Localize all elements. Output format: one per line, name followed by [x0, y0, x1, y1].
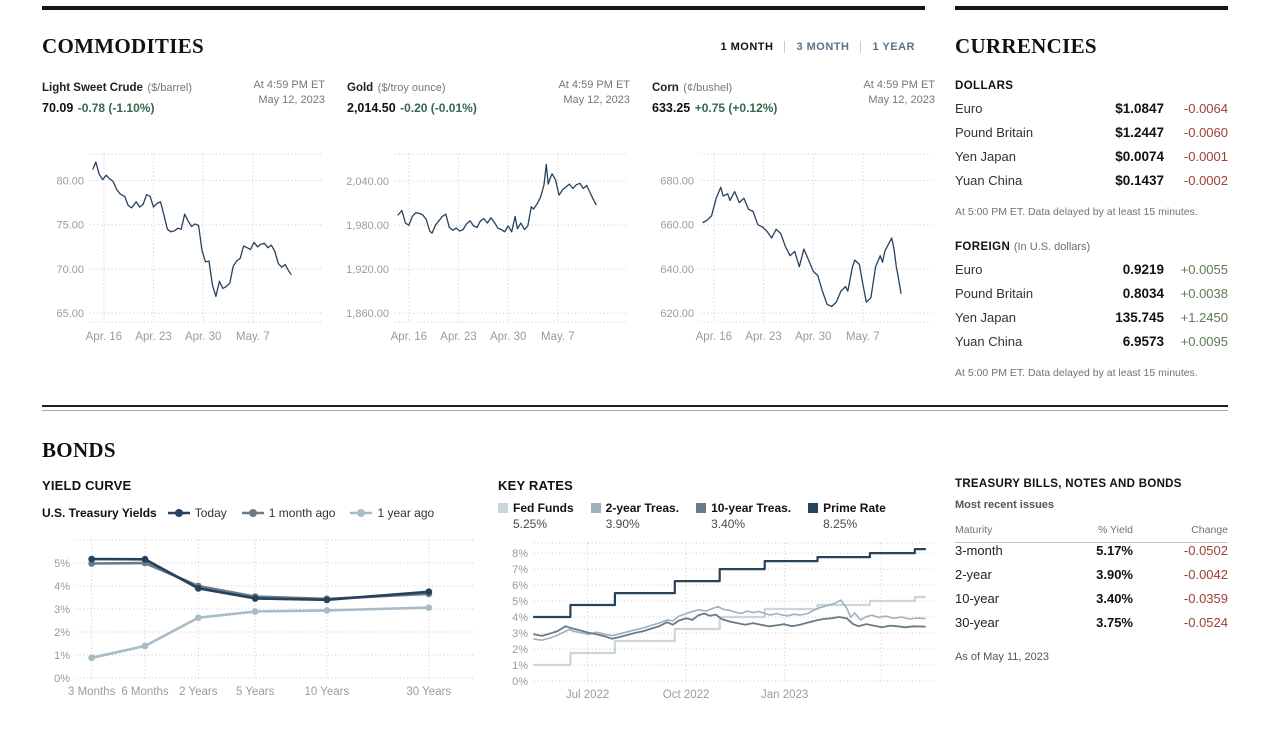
y-tick-label: 7% — [512, 564, 528, 577]
fx-row — [955, 101, 1228, 125]
fx-value: $1.0847 — [1115, 101, 1164, 116]
treasury-subheading: Most recent issues — [955, 499, 1055, 511]
commodity-unit: ($/troy ounce) — [377, 82, 446, 94]
fx-row — [955, 334, 1228, 358]
x-tick-label: 5 Years — [235, 686, 275, 698]
quote-time: At 4:59 PM ET — [558, 79, 630, 91]
fx-value: $0.1437 — [1115, 173, 1164, 188]
commodity-change: -0.78 (-1.10%) — [77, 101, 155, 115]
y-tick-label: 65.00 — [56, 308, 84, 321]
commodity-card-header — [42, 78, 325, 117]
y-tick-label: 1,980.00 — [347, 220, 389, 233]
quote-time: At 4:59 PM ET — [253, 79, 325, 91]
x-tick-label: Apr. 30 — [489, 331, 527, 343]
fx-value: 0.8034 — [1122, 286, 1164, 301]
yield-curve-legend — [42, 506, 474, 520]
legend-label: Prime Rate — [823, 501, 886, 515]
commodities-top-rule — [42, 6, 925, 10]
fx-name: Yuan China — [955, 173, 1023, 188]
y-tick-label: 8% — [512, 548, 528, 561]
y-tick-label: 4% — [512, 612, 528, 625]
x-tick-label: Apr. 23 — [440, 331, 477, 343]
fx-name: Yen Japan — [955, 310, 1016, 325]
fx-row — [955, 310, 1228, 334]
series-prime-rate — [534, 549, 925, 617]
point-one-year-ago — [195, 614, 202, 621]
fx-name: Pound Britain — [955, 286, 1034, 301]
maturity: 10-year — [955, 591, 1000, 606]
treasury-row — [955, 567, 1228, 591]
key-rates-chart — [498, 535, 935, 712]
legend-item-1-year-ago — [349, 506, 434, 520]
point-today — [142, 556, 149, 563]
gold-chart — [347, 147, 630, 354]
x-tick-label: Apr. 30 — [794, 331, 832, 343]
fx-change: +0.0095 — [1180, 334, 1228, 349]
legend-value: 3.40% — [711, 517, 746, 531]
y-tick-label: 1,860.00 — [347, 308, 389, 321]
corn-chart — [652, 147, 935, 354]
currencies-top-rule — [955, 6, 1228, 10]
key-rates-panel — [498, 478, 935, 712]
point-today — [323, 596, 330, 603]
fx-name: Euro — [955, 262, 983, 277]
change-value: -0.0359 — [1183, 591, 1228, 606]
legend-label: 1 month ago — [268, 506, 336, 520]
point-one-year-ago — [142, 643, 149, 650]
y-tick-label: 660.00 — [660, 219, 694, 232]
commodity-card-gold — [347, 78, 630, 354]
series-today — [92, 559, 429, 600]
commodity-change: +0.75 (+0.12%) — [694, 101, 778, 115]
treasury-column-headers — [955, 524, 1228, 543]
fx-row — [955, 173, 1228, 197]
x-tick-label: Apr. 16 — [695, 331, 733, 343]
series-gold-price — [398, 164, 596, 233]
treasury-note: As of May 11, 2023 — [955, 651, 1049, 663]
maturity: 2-year — [955, 567, 992, 582]
tab-3-month[interactable]: 3 MONTH — [784, 41, 849, 53]
tab-1-month[interactable]: 1 MONTH — [720, 41, 774, 53]
yield-curve-panel — [42, 478, 474, 709]
fx-change: -0.0002 — [1183, 173, 1228, 188]
quote-date: May 12, 2023 — [563, 94, 630, 106]
legend-value: 5.25% — [513, 517, 548, 531]
fx-value: 135.745 — [1115, 310, 1164, 325]
crude-svg — [42, 147, 325, 349]
change-value: -0.0042 — [1183, 567, 1228, 582]
legend-label: 10-year Treas. — [711, 501, 792, 515]
fx-value: 6.9573 — [1122, 334, 1164, 349]
commodity-name: Gold — [347, 82, 374, 94]
fx-name: Pound Britain — [955, 125, 1034, 140]
x-tick-label: 2 Years — [179, 686, 218, 698]
y-tick-label: 5% — [54, 558, 70, 570]
column-yield: % Yield — [1097, 524, 1133, 536]
corn-svg — [652, 147, 935, 349]
x-tick-label: Apr. 23 — [745, 331, 782, 343]
legend-value: 8.25% — [823, 517, 858, 531]
point-one-year-ago — [88, 654, 95, 661]
series-one-year-ago — [92, 608, 429, 658]
dollars-footnote: At 5:00 PM ET. Data delayed by at least 15 minutes. — [955, 206, 1198, 218]
treasury-heading: TREASURY BILLS, NOTES AND BONDS — [955, 478, 1182, 490]
y-tick-label: 1% — [512, 660, 528, 673]
y-tick-label: 680.00 — [660, 175, 694, 188]
y-tick-label: 3% — [54, 604, 70, 616]
foreign-footnote: At 5:00 PM ET. Data delayed by at least 15 minutes. — [955, 367, 1198, 379]
commodities-title: COMMODITIES — [42, 34, 204, 58]
column-maturity: Maturity — [955, 524, 993, 536]
legend-item-today — [167, 506, 227, 520]
commodity-unit: ($/barrel) — [147, 82, 193, 94]
gold-svg — [347, 147, 630, 349]
fx-name: Euro — [955, 101, 983, 116]
fx-row — [955, 286, 1228, 310]
series-crude-price — [93, 162, 291, 296]
fx-change: +1.2450 — [1180, 310, 1228, 325]
section-divider — [42, 405, 1228, 411]
treasury-row — [955, 543, 1228, 567]
y-tick-label: 2,040.00 — [347, 176, 389, 189]
fx-value: $0.0074 — [1115, 149, 1164, 164]
x-tick-label: Apr. 16 — [390, 331, 428, 343]
legend-item-10-year-treasury — [696, 501, 791, 531]
point-today — [195, 585, 202, 592]
fx-name: Yen Japan — [955, 149, 1016, 164]
fx-name: Yuan China — [955, 334, 1023, 349]
x-tick-label: May. 7 — [541, 331, 575, 343]
point-today — [252, 595, 259, 602]
yield-value: 5.17% — [1096, 543, 1133, 558]
y-tick-label: 620.00 — [660, 308, 694, 321]
commodity-price: 633.25 — [652, 101, 691, 115]
column-change: Change — [1191, 524, 1228, 536]
commodity-change: -0.20 (-0.01%) — [400, 101, 477, 115]
fx-row — [955, 149, 1228, 173]
fx-change: -0.0064 — [1183, 101, 1228, 116]
foreign-heading-suffix: (In U.S. dollars) — [1013, 241, 1091, 253]
currencies-panel — [955, 72, 1228, 379]
legend-label: 1 year ago — [377, 506, 435, 520]
fx-change: -0.0060 — [1183, 125, 1228, 140]
commodity-unit: (¢/bushel) — [683, 82, 733, 94]
change-value: -0.0502 — [1183, 543, 1228, 558]
y-tick-label: 1,920.00 — [347, 264, 389, 277]
point-one-year-ago — [425, 604, 432, 611]
y-tick-label: 4% — [54, 581, 70, 593]
crude-chart — [42, 147, 325, 354]
commodity-card-corn — [652, 78, 935, 354]
x-tick-label: Apr. 23 — [135, 331, 172, 343]
bonds-title: BONDS — [42, 438, 116, 462]
legend-item-prime-rate — [808, 501, 886, 531]
x-tick-label: Apr. 30 — [184, 331, 222, 343]
y-tick-label: 1% — [54, 650, 70, 662]
treasury-row — [955, 615, 1228, 639]
y-tick-label: 640.00 — [660, 263, 694, 276]
yield-value: 3.75% — [1096, 615, 1133, 630]
change-value: -0.0524 — [1183, 615, 1228, 630]
x-tick-label: May. 7 — [846, 331, 880, 343]
legend-item-2-year-treasury — [591, 501, 679, 531]
point-today — [88, 556, 95, 563]
series-corn-price — [703, 187, 901, 306]
yield-curve-svg — [42, 532, 474, 704]
year-ago-marker-icon — [349, 508, 373, 518]
ten-year-square-icon — [696, 503, 706, 513]
quote-date: May 12, 2023 — [258, 94, 325, 106]
commodity-card-header — [652, 78, 935, 117]
quote-date: May 12, 2023 — [868, 94, 935, 106]
fx-value: $1.2447 — [1115, 125, 1164, 140]
fx-change: +0.0055 — [1180, 262, 1228, 277]
currencies-title: CURRENCIES — [955, 34, 1097, 58]
today-marker-icon — [167, 508, 191, 518]
commodity-name: Corn — [652, 82, 679, 94]
x-tick-label: Oct 2022 — [662, 689, 710, 701]
x-tick-label: Apr. 16 — [85, 331, 123, 343]
key-rates-heading: KEY RATES — [498, 478, 574, 493]
x-tick-label: May. 7 — [236, 331, 270, 343]
yield-legend-title: U.S. Treasury Yields — [42, 506, 157, 520]
treasury-row — [955, 591, 1228, 615]
dollars-heading: DOLLARS — [955, 80, 1014, 92]
month-ago-marker-icon — [241, 508, 265, 518]
legend-value: 3.90% — [605, 517, 640, 531]
yield-value: 3.40% — [1096, 591, 1133, 606]
commodity-price: 2,014.50 — [347, 101, 396, 115]
key-rates-legend — [498, 501, 935, 531]
point-one-year-ago — [323, 607, 330, 614]
legend-item-fed-funds — [498, 501, 574, 531]
fx-row — [955, 125, 1228, 149]
legend-label: 2-year Treas. — [605, 501, 680, 515]
x-tick-label: 6 Months — [121, 686, 169, 698]
series-fed-funds — [534, 597, 925, 665]
point-one-year-ago — [252, 608, 259, 615]
fx-change: -0.0001 — [1183, 149, 1228, 164]
foreign-heading-label: FOREIGN — [955, 241, 1011, 253]
maturity: 30-year — [955, 615, 1000, 630]
x-tick-label: Jan 2023 — [760, 689, 809, 701]
commodity-price: 70.09 — [42, 101, 74, 115]
x-tick-label: 3 Months — [68, 686, 116, 698]
y-tick-label: 0% — [512, 676, 528, 688]
y-tick-label: 70.00 — [56, 263, 84, 276]
y-tick-label: 0% — [54, 673, 70, 685]
legend-label: Today — [194, 506, 227, 520]
fx-value: 0.9219 — [1122, 262, 1164, 277]
dollars-table — [955, 101, 1228, 197]
legend-label: Fed Funds — [513, 501, 574, 515]
tab-1-year[interactable]: 1 YEAR — [860, 41, 915, 53]
prime-rate-square-icon — [808, 503, 818, 513]
foreign-heading — [955, 241, 1228, 253]
foreign-table — [955, 262, 1228, 358]
maturity: 3-month — [955, 543, 1003, 558]
legend-item-1-month-ago — [241, 506, 336, 520]
y-tick-label: 2% — [512, 644, 528, 657]
y-tick-label: 5% — [512, 596, 528, 609]
series-one-month-ago — [92, 563, 429, 599]
yield-value: 3.90% — [1096, 567, 1133, 582]
quote-time: At 4:59 PM ET — [863, 79, 935, 91]
y-tick-label: 2% — [54, 627, 70, 639]
y-tick-label: 75.00 — [56, 219, 84, 232]
y-tick-label: 80.00 — [56, 175, 84, 188]
commodity-card-header — [347, 78, 630, 117]
commodity-name: Light Sweet Crude — [42, 82, 143, 94]
y-tick-label: 3% — [512, 628, 528, 641]
yield-curve-chart — [42, 532, 474, 709]
x-tick-label: 30 Years — [406, 686, 452, 698]
key-rates-svg — [498, 535, 935, 707]
x-tick-label: Jul 2022 — [565, 689, 610, 701]
fed-funds-square-icon — [498, 503, 508, 513]
range-tabs — [720, 41, 915, 53]
y-tick-label: 6% — [512, 580, 528, 593]
commodity-card-crude — [42, 78, 325, 354]
fx-row — [955, 262, 1228, 286]
x-tick-label: 10 Years — [304, 686, 350, 698]
yield-curve-heading: YIELD CURVE — [42, 478, 132, 493]
treasury-panel — [955, 478, 1228, 663]
point-today — [425, 588, 432, 595]
fx-change: +0.0038 — [1180, 286, 1228, 301]
two-year-square-icon — [591, 503, 601, 513]
